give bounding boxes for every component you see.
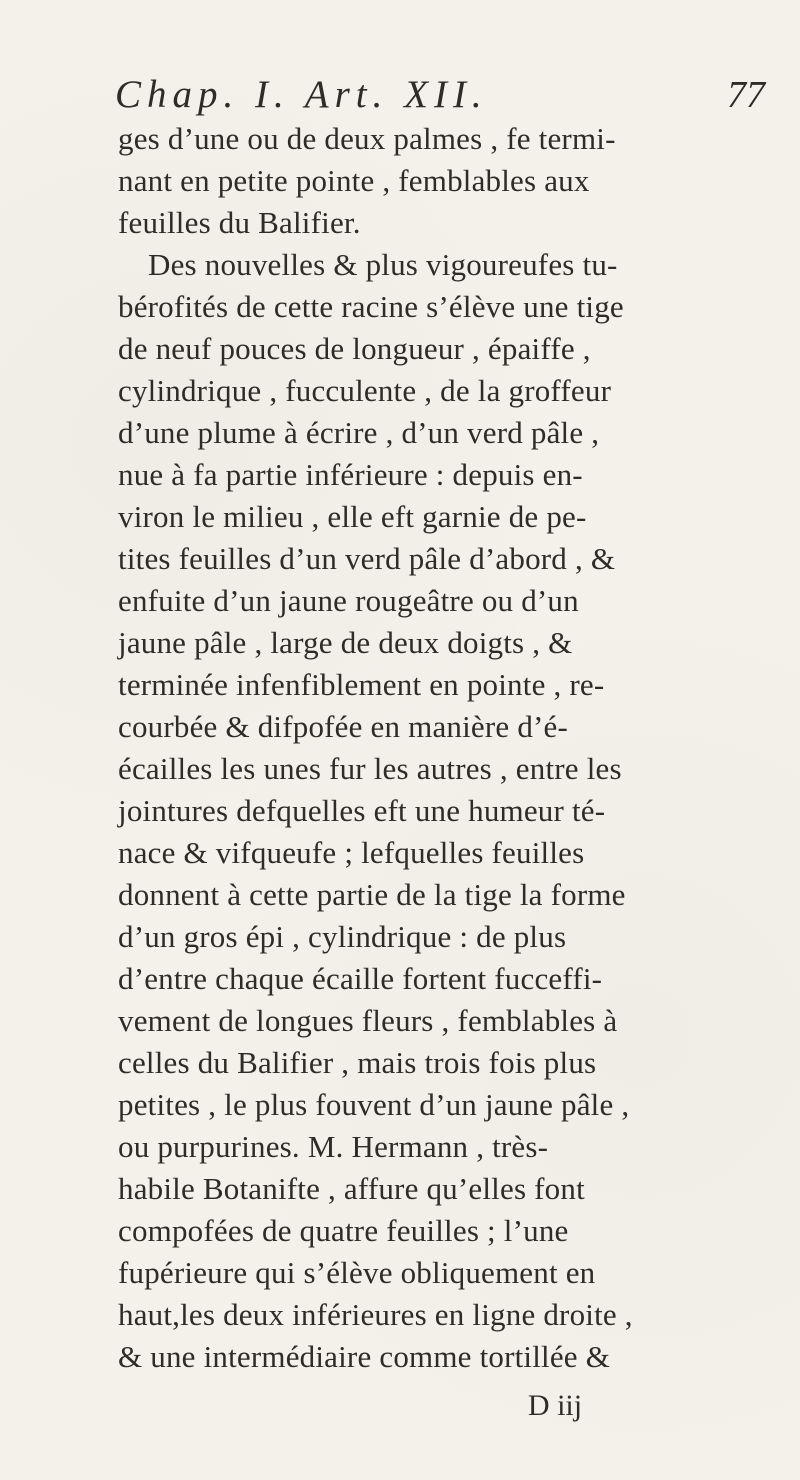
text-line-1: ges d’une ou de deux palmes , fe termi- (118, 121, 616, 156)
text-line-4: Des nouvelles & plus vigoureufes tu- (148, 247, 618, 282)
text-line-21: d’entre chaque écaille fortent fucceffi- (118, 961, 603, 996)
text-line-3: feuilles du Balifier. (118, 205, 361, 240)
text-line-27: compofées de quatre feuilles ; l’une (118, 1213, 569, 1248)
text-line-23: celles du Balifier , mais trois fois plus (118, 1045, 597, 1080)
text-line-6: de neuf pouces de longueur , épaiffe , (118, 331, 591, 366)
text-line-8: d’une plume à écrire , d’un verd pâle , (118, 415, 600, 450)
text-line-29: haut,les deux inférieures en ligne droite , (118, 1297, 633, 1332)
text-line-9: nue à fa partie inférieure : depuis en- (118, 457, 583, 492)
text-line-18: nace & vifqueufe ; lefquelles feuilles (118, 835, 585, 870)
text-line-13: jaune pâle , large de deux doigts , & (118, 625, 573, 660)
text-line-19: donnent à cette partie de la tige la forme (118, 877, 626, 912)
text-line-26: habile Botanifte , affure qu’elles font (118, 1171, 585, 1206)
text-line-5: bérofités de cette racine s’élève une tige (118, 289, 624, 324)
text-line-10: viron le milieu , elle eft garnie de pe- (118, 499, 587, 534)
text-line-24: petites , le plus fouvent d’un jaune pâle , (118, 1087, 630, 1122)
page-number: 77 (727, 74, 765, 116)
page-header (115, 74, 765, 116)
printer-signature: D iij (527, 1389, 583, 1422)
text-line-7: cylindrique , fucculente , de la groffeur (118, 373, 612, 408)
text-line-28: fupérieure qui s’élève obliquement en (118, 1255, 596, 1290)
text-line-14: terminée infenfiblement en pointe , re- (118, 667, 605, 702)
body-text (118, 118, 753, 1378)
text-line-20: d’un gros épi , cylindrique : de plus (118, 919, 567, 954)
text-line-30: & une intermédiaire comme tortillée & (118, 1339, 611, 1374)
text-line-22: vement de longues fleurs , femblables à (118, 1003, 618, 1038)
running-head: Chap. I. Art. XII. (115, 73, 488, 116)
text-line-17: jointures defquelles eft une humeur té- (118, 793, 606, 828)
text-line-16: écailles les unes fur les autres , entre les (118, 751, 622, 786)
text-line-25: ou purpurines. M. Hermann , très- (118, 1129, 549, 1164)
text-line-2: nant en petite pointe , femblables aux (118, 163, 590, 198)
text-line-11: tites feuilles d’un verd pâle d’abord , & (118, 541, 616, 576)
text-line-15: courbée & difpofée en manière d’é- (118, 709, 569, 744)
text-line-12: enfuite d’un jaune rougeâtre ou d’un (118, 583, 579, 618)
